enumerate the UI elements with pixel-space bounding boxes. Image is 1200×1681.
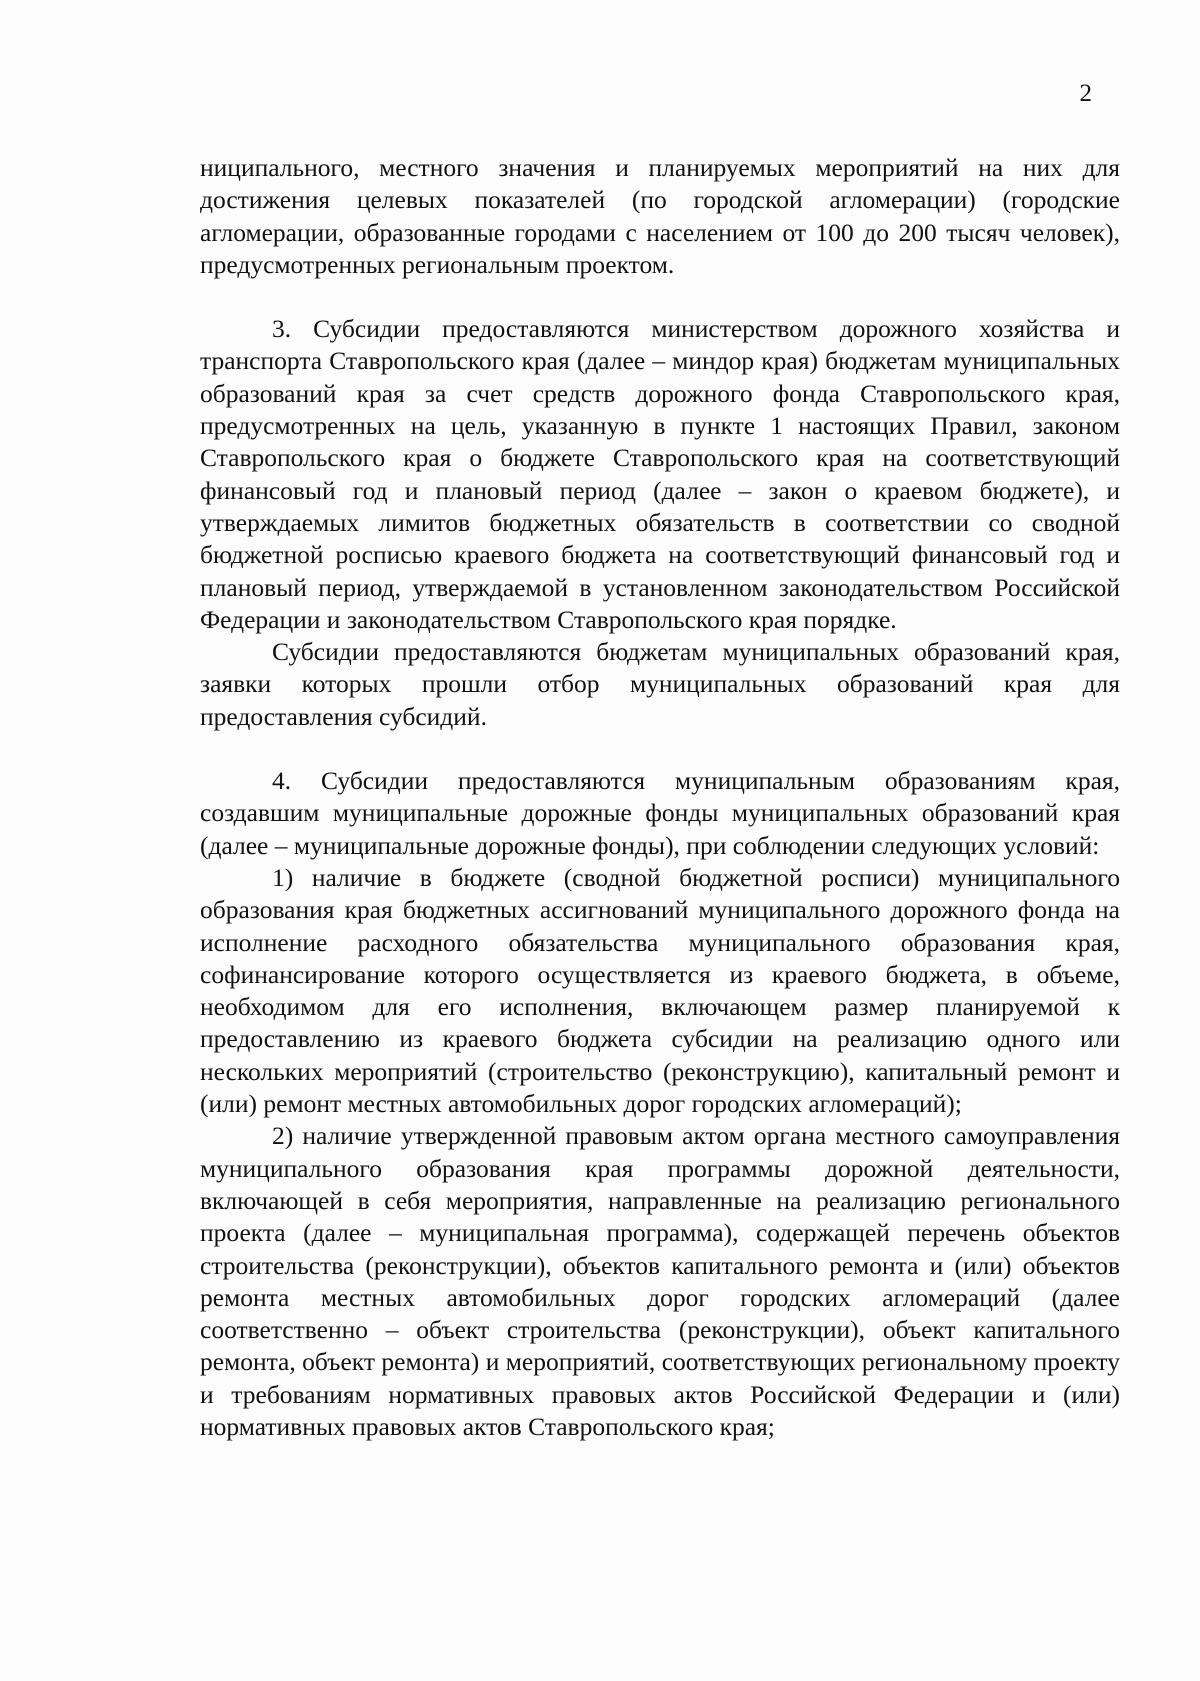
page-number: 2 xyxy=(1079,80,1092,107)
paragraph-condition-2: 2) наличие утвержденной правовым актом органа местного самоуправления муниципального образования края программы дорожной деятельности, включающей в себя мероприятия, направленные на реализацию регионального проекта (далее – муниципальная программа), содержащей перечень объектов строительства (реконструкции), объектов капитального ремонта и (или) объектов ремонта местных автомобильных дорог городских агломераций (далее соответственно – объект строительства (реконструкции), объект капитального ремонта, объект ремонта) и мероприятий, соответствующих региональному проекту и требованиям нормативных правовых актов Российской Федерации и (или) нормативных правовых актов Ставропольского края; xyxy=(200,1121,1120,1441)
paragraph-clause-3: 3. Субсидии предоставляются министерством дорожного хозяйства и транспорта Ставропольского края (далее – миндор края) бюджетам муниципальных образований края за счет средств дорожного фонда Ставропольского края, предусмотренных на цель, указанную в пункте 1 настоящих Правил, законом Ставропольского края о бюджете Ставропольского края на соответствующий финансовый год и плановый период (далее – закон о краевом бюджете), и утверждаемых лимитов бюджетных обязательств в соответствии со сводной бюджетной росписью краевого бюджета на соответствующий финансовый год и плановый период, утверждаемой в установленном законодательством Российской Федерации и законодательством Ставропольского края порядке. xyxy=(200,314,1120,634)
paragraph-continuation: ниципального, местного значения и планируемых мероприятий на них для достижения целевых показателей (по городской агломерации) (городские агломерации, образованные городами с населением от 100 до 200 тысяч человек), предусмотренных региональным проектом. xyxy=(200,153,1120,279)
paragraph-subsidies-selection: Субсидии предоставляются бюджетам муниципальных образований края, заявки которых прошли отбор муниципальных образований края для предоставления субсидий. xyxy=(200,637,1120,731)
document-body xyxy=(200,152,1120,1443)
paragraph-clause-4: 4. Субсидии предоставляются муниципальным образованиям края, создавшим муниципальные дорожные фонды муниципальных образований края (далее – муниципальные дорожные фонды), при соблюдении следующих условий: xyxy=(200,766,1120,860)
paragraph-condition-1: 1) наличие в бюджете (сводной бюджетной росписи) муниципального образования края бюджетных ассигнований муниципального дорожного фонда на исполнение расходного обязательства муниципального образования края, софинансирование которого осуществляется из краевого бюджета, в объеме, необходимом для его исполнения, включающем размер планируемой к предоставлению из краевого бюджета субсидии на реализацию одного или нескольких мероприятий (строительство (реконструкцию), капитальный ремонт и (или) ремонт местных автомобильных дорог городских агломераций); xyxy=(200,862,1120,1119)
